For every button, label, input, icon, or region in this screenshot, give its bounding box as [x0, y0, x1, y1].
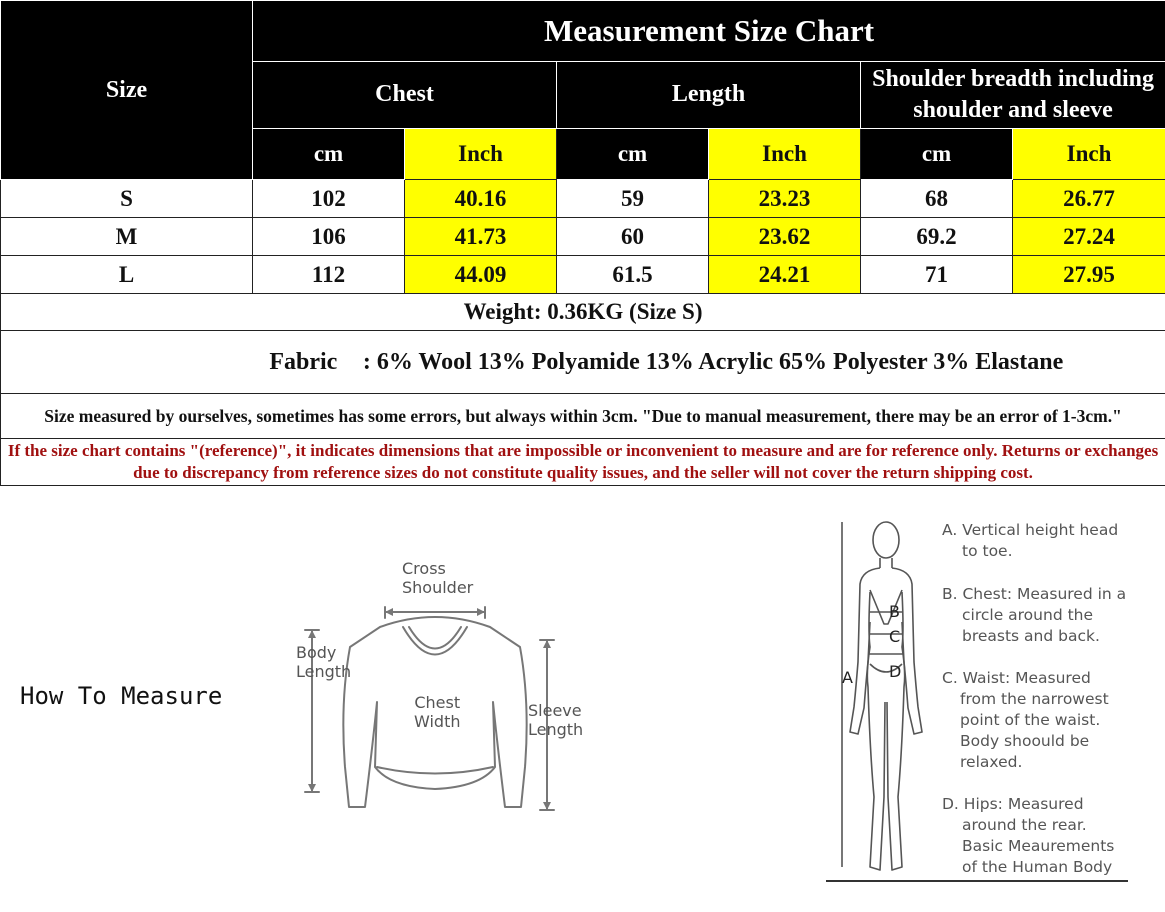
value-cell: 40.16	[405, 180, 557, 218]
value-cell: 59	[557, 180, 709, 218]
measurement-note: Size measured by ourselves, sometimes has some errors, but always within 3cm. "Due to manual measurement, there may be an error of 1-3cm."	[1, 394, 1165, 439]
table-row	[1, 256, 1165, 294]
value-cell: 60	[557, 218, 709, 256]
group-shoulder: Shoulder breadth including shoulder and sleeve	[861, 62, 1165, 129]
unit-cm: cm	[861, 129, 1013, 180]
size-cell: M	[1, 218, 253, 256]
value-cell: 27.24	[1013, 218, 1165, 256]
cross-shoulder-label: Cross Shoulder	[402, 559, 474, 597]
how-to-measure-section	[0, 482, 1165, 912]
desc-c: C. Waist: Measured from the narrowest point of the waist. Body shoould be relaxed.	[942, 669, 1109, 771]
table-row	[1, 218, 1165, 256]
value-cell: 23.23	[709, 180, 861, 218]
size-cell: L	[1, 256, 253, 294]
value-cell: 23.62	[709, 218, 861, 256]
fabric-value: : 6% Wool 13% Polyamide 13% Acrylic 65% Polyester 3% Elastane	[362, 348, 1064, 375]
value-cell: 26.77	[1013, 180, 1165, 218]
chart-title: Measurement Size Chart	[253, 1, 1165, 62]
body-letter-b: B	[889, 602, 900, 621]
body-letter-d: D	[889, 662, 902, 681]
body-letter-c: C	[889, 627, 901, 646]
fabric-label: Fabric	[269, 348, 338, 375]
sleeve-length-label: Sleeve Length	[528, 701, 584, 739]
divider	[826, 880, 1128, 882]
unit-inch: Inch	[1013, 129, 1165, 180]
desc-d: D. Hips: Measured around the rear. Basic Meaurements of the Human Body	[942, 795, 1115, 876]
group-chest: Chest	[253, 62, 557, 129]
unit-cm: cm	[557, 129, 709, 180]
value-cell: 41.73	[405, 218, 557, 256]
reference-warning: If the size chart contains "(reference)", it indicates dimensions that are impossible or inconvenient to measure and are for reference only. Returns or exchanges due to discrepancy from reference sizes do not constitute quality issues, and the seller will not cover the return shipping cost.	[1, 439, 1165, 486]
how-to-measure-heading: How To Measure	[20, 682, 223, 710]
value-cell: 102	[253, 180, 405, 218]
value-cell: 27.95	[1013, 256, 1165, 294]
weight-text: Weight: 0.36KG (Size S)	[1, 294, 1165, 331]
table-row	[1, 180, 1165, 218]
size-cell: S	[1, 180, 253, 218]
value-cell: 68	[861, 180, 1013, 218]
group-length: Length	[557, 62, 861, 129]
value-cell: 106	[253, 218, 405, 256]
body-length-label: Body Length	[296, 643, 352, 681]
size-header: Size	[1, 1, 253, 180]
desc-b: B. Chest: Measured in a circle around the breasts and back.	[942, 585, 1127, 645]
unit-cm: cm	[253, 129, 405, 180]
human-body-icon	[830, 512, 940, 882]
value-cell: 69.2	[861, 218, 1013, 256]
body-letter-a: A	[842, 668, 853, 687]
value-cell: 44.09	[405, 256, 557, 294]
value-cell: 24.21	[709, 256, 861, 294]
unit-inch: Inch	[405, 129, 557, 180]
desc-a: A. Vertical height head to toe.	[942, 521, 1119, 560]
chest-width-label: Chest Width	[414, 693, 461, 731]
fabric-row	[1, 331, 1165, 394]
value-cell: 71	[861, 256, 1013, 294]
value-cell: 112	[253, 256, 405, 294]
unit-inch: Inch	[709, 129, 861, 180]
value-cell: 61.5	[557, 256, 709, 294]
